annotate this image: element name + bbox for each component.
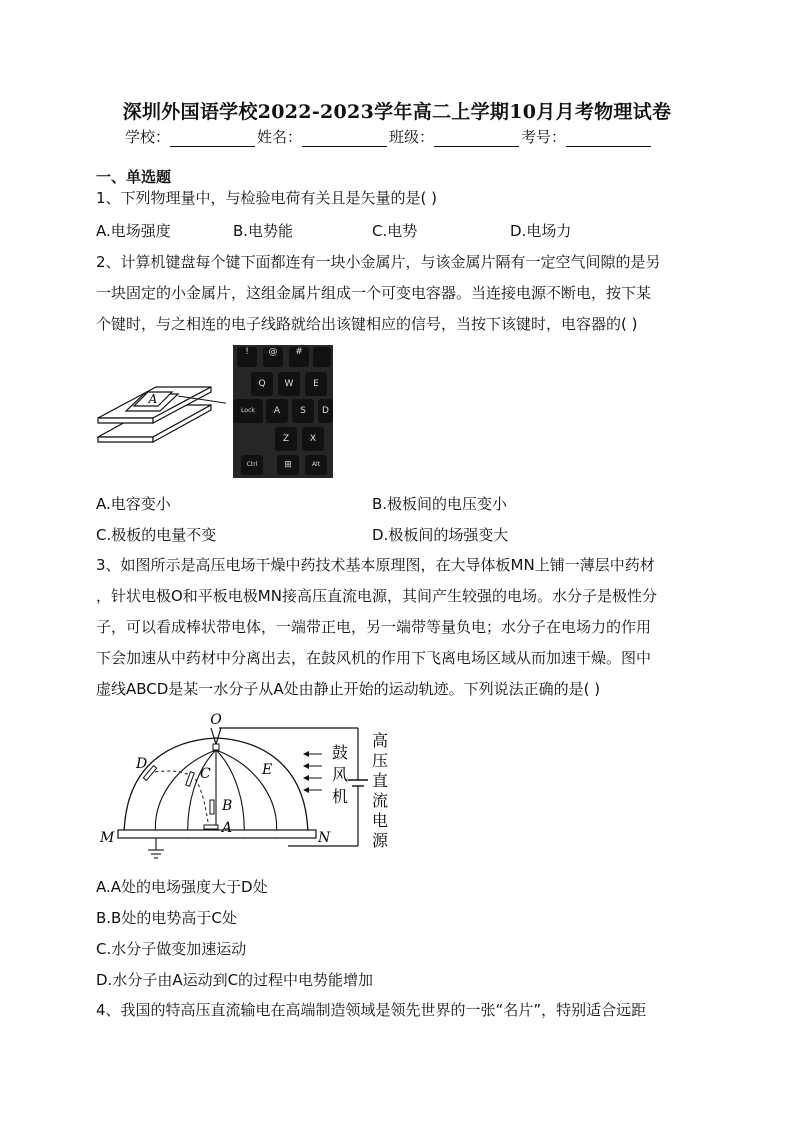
label-n: N: [318, 830, 331, 846]
q2-stem-line-1: 2、计算机键盘每个键下面都连有一块小金属片，与该金属片隔有一定空气间隙的是另: [96, 253, 661, 271]
exam-no-label: 考号：: [521, 128, 567, 146]
section-heading: 一、单选题: [96, 168, 172, 186]
plate-mn: [118, 830, 316, 838]
q3-option-b: B.B处的电势高于C处: [96, 909, 237, 927]
label-a: A: [222, 820, 233, 836]
q1-stem: 1、下列物理量中，与检验电荷有关且是矢量的是( ): [96, 189, 438, 207]
key-lock: Lock: [233, 399, 263, 423]
class-blank[interactable]: [434, 130, 519, 147]
q3-stem-line-2: ，针状电极O和平板电极MN接高压直流电源，其间产生较强的电场。水分子是极性分: [96, 587, 657, 605]
q3-option-d: D.水分子由A运动到C的过程中电势能增加: [96, 971, 374, 989]
key-1: !: [237, 347, 257, 367]
q1-option-c: C.电势: [372, 222, 418, 240]
blower-char-3: 机: [332, 787, 349, 806]
key-z: Z: [275, 427, 297, 451]
key-w: W: [278, 372, 300, 396]
electric-field-drying-figure: [96, 710, 396, 865]
label-m: M: [100, 830, 115, 846]
q2-option-b: B.极板间的电压变小: [372, 495, 508, 513]
label-c: C: [200, 766, 211, 782]
source-char-2: 压: [372, 751, 389, 770]
key-d: D: [318, 399, 333, 423]
q2-stem-line-3: 个键时，与之相连的电子线路就给出该键相应的信号，当按下该键时，电容器的( ): [96, 315, 638, 333]
exam-no-blank[interactable]: [566, 130, 651, 147]
source-char-5: 电: [372, 811, 389, 830]
electrode-tip: [213, 744, 219, 750]
q2-option-d: D.极板间的场强变大: [372, 526, 509, 544]
q4-stem: 4、我国的特高压直流输电在高端制造领域是领先世界的一张“名片”，特别适合远距: [96, 1001, 647, 1019]
label-b: B: [222, 798, 233, 814]
q2-option-c: C.极板的电量不变: [96, 526, 217, 544]
q3-stem-line-3: 子，可以看成棒状带电体，一端带正电，另一端带等量负电；水分子在电场力的作用: [96, 618, 652, 636]
key-x: X: [302, 427, 324, 451]
student-info-row: [125, 126, 685, 147]
bottom-plate-edge: [98, 437, 153, 442]
molecule-b: [210, 800, 214, 814]
q1-option-a: A.电场强度: [96, 222, 171, 240]
keyboard-photo: [233, 345, 333, 478]
blower-char-1: 鼓: [332, 743, 349, 762]
name-blank[interactable]: [302, 130, 387, 147]
key-3: #: [289, 347, 309, 367]
key-4: [313, 347, 331, 367]
exam-title: 深圳外国语学校2022-2023学年高二上学期10月月考物理试卷: [122, 101, 672, 123]
key-s: S: [292, 399, 314, 423]
needle-electrode: [211, 728, 221, 744]
q3-option-a: A.A处的电场强度大于D处: [96, 878, 268, 896]
label-o: O: [210, 712, 222, 728]
q3-stem-line-1: 3、如图所示是高压电场干燥中药技术基本原理图，在大导体板MN上铺一薄层中药材: [96, 556, 655, 574]
key-cap-label: A: [148, 392, 158, 406]
capacitor-plates-figure: [96, 380, 226, 460]
top-plate-edge: [98, 418, 153, 423]
blower-char-2: 风: [332, 765, 349, 784]
name-label: 姓名：: [257, 128, 303, 146]
key-q: Q: [251, 372, 273, 396]
q3-stem-line-5: 虚线ABCD是某一水分子从A处由静止开始的运动轨迹。下列说法正确的是( ): [96, 680, 601, 698]
windows-icon: ⊞: [277, 455, 299, 475]
school-blank[interactable]: [170, 130, 255, 147]
class-label: 班级：: [389, 128, 435, 146]
source-char-4: 流: [372, 791, 389, 810]
source-char-3: 直: [372, 771, 389, 790]
source-char-6: 源: [372, 831, 389, 850]
label-d: D: [136, 756, 148, 772]
q1-option-d: D.电场力: [510, 222, 572, 240]
key-e: E: [305, 372, 327, 396]
q1-option-b: B.电势能: [233, 222, 294, 240]
key-alt: Alt: [305, 455, 327, 475]
q3-option-c: C.水分子做变加速运动: [96, 940, 247, 958]
q3-stem-line-4: 下会加速从中药材中分离出去，在鼓风机的作用下飞离电场区域从而加速干燥。图中: [96, 649, 652, 667]
school-label: 学校：: [125, 128, 171, 146]
source-char-1: 高: [372, 731, 389, 750]
key-a: A: [266, 399, 288, 423]
q2-stem-line-2: 一块固定的小金属片，这组金属片组成一个可变电容器。当连接电源不断电，按下某: [96, 284, 652, 302]
label-e: E: [262, 762, 273, 778]
molecule-a: [204, 825, 218, 829]
key-ctrl: Ctrl: [241, 455, 263, 475]
q2-option-a: A.电容变小: [96, 495, 171, 513]
key-2: @: [263, 347, 283, 367]
